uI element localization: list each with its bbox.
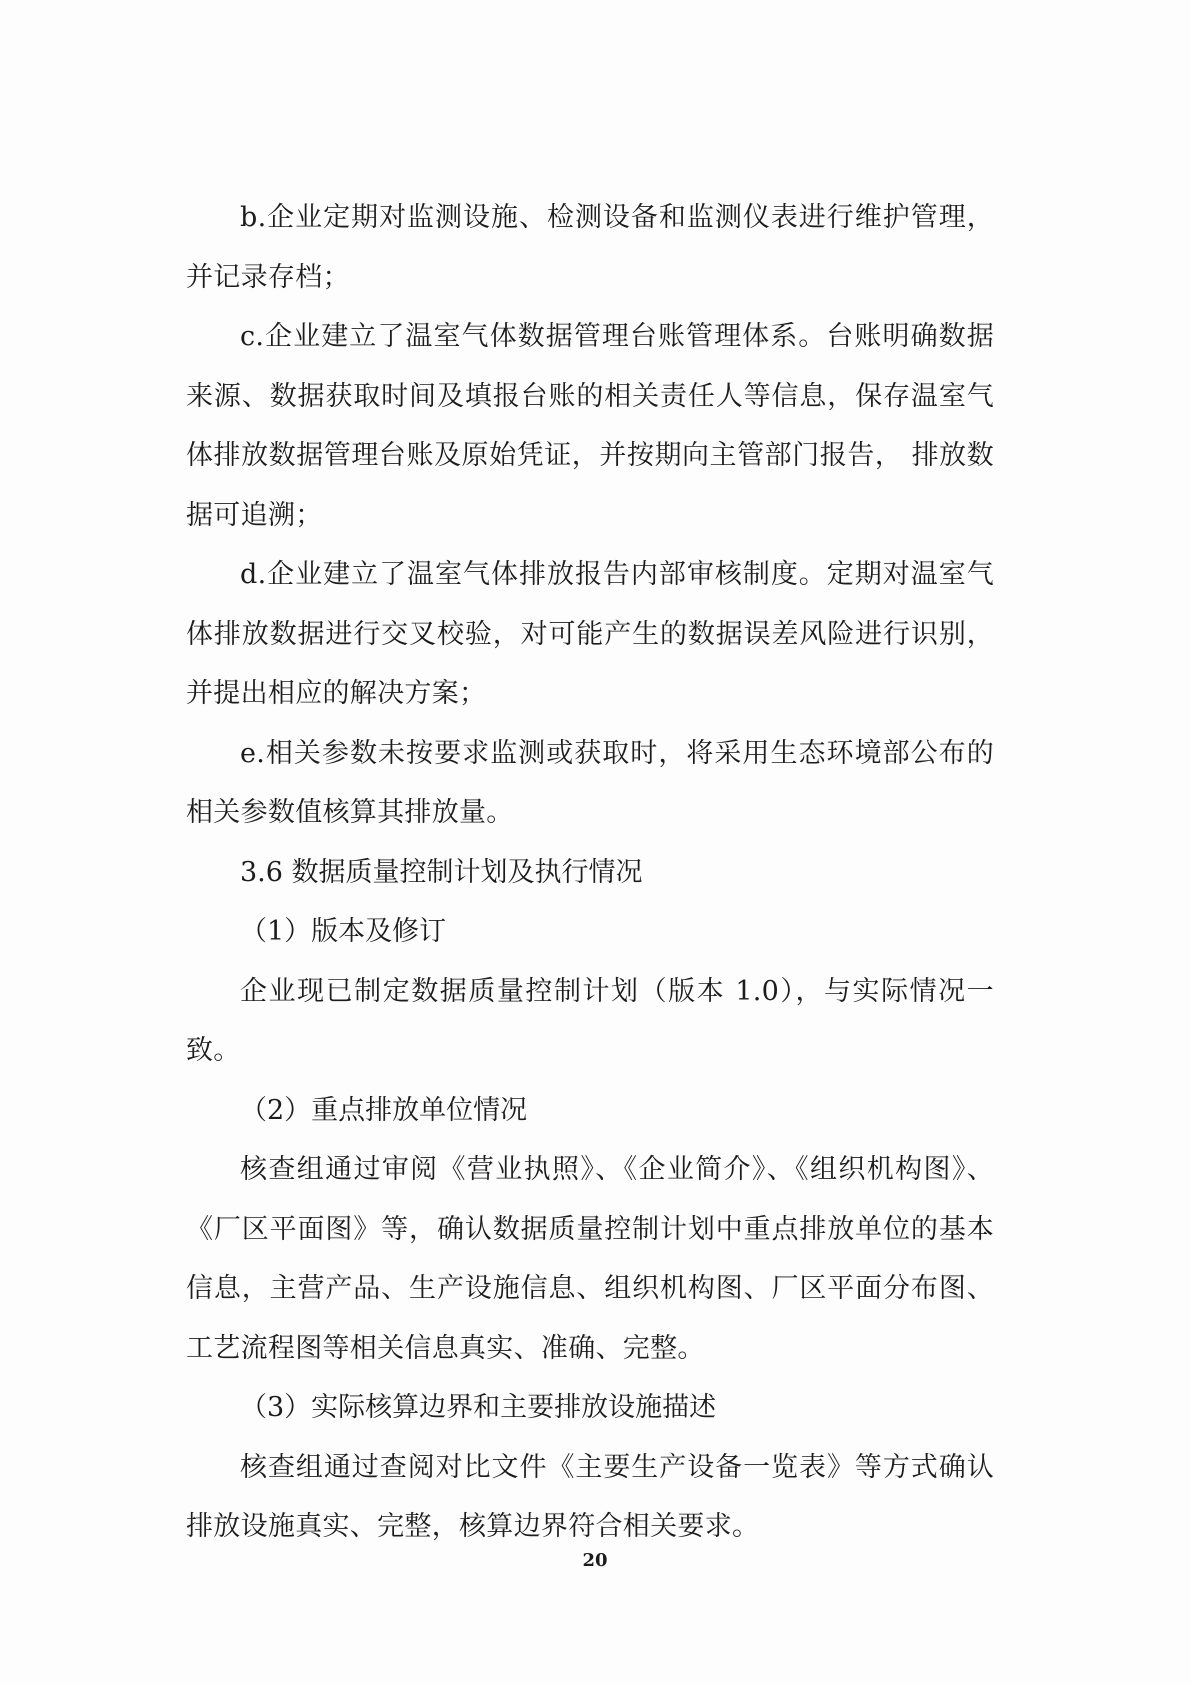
section-heading: 3.6 数据质量控制计划及执行情况 bbox=[240, 856, 643, 888]
subsection-1-heading: （1）版本及修订 bbox=[240, 916, 447, 947]
subsection-2-text: 核查组通过审阅《营业执照》、《企业简介》、《组织机构图》、《厂区平面图》等，确认数据质量控制计划中重点排放单位的基本信息，主营产品、生产设施信息、组织机构图、厂区平面分布图、工艺流程图等相关信息真实、准确、完整。 bbox=[186, 1154, 994, 1364]
paragraph-b: b.企业定期对监测设施、检测设备和监测仪表进行维护管理，并记录存档； bbox=[186, 202, 994, 293]
paragraph-e: e.相关参数未按要求监测或获取时，将采用生态环境部公布的相关参数值核算其排放量。 bbox=[186, 737, 994, 828]
subsection-3-text: 核查组通过查阅对比文件《主要生产设备一览表》等方式确认排放设施真实、完整，核算边界符合相关要求。 bbox=[186, 1451, 994, 1542]
paragraph-c: c.企业建立了温室气体数据管理台账管理体系。台账明确数据来源、数据获取时间及填报台账的相关责任人等信息，保存温室气体排放数据管理台账及原始凭证，并按期向主管部门报告， 排放数据可追溯； bbox=[186, 321, 994, 531]
document-body bbox=[186, 188, 994, 1557]
paragraph-d: d.企业建立了温室气体排放报告内部审核制度。定期对温室气体排放数据进行交叉校验，对可能产生的数据误差风险进行识别，并提出相应的解决方案； bbox=[186, 559, 994, 709]
subsection-3-heading: （3）实际核算边界和主要排放设施描述 bbox=[240, 1392, 717, 1423]
subsection-1-text: 企业现已制定数据质量控制计划（版本 1.0），与实际情况一致。 bbox=[186, 975, 994, 1066]
page-number: 20 bbox=[582, 1550, 608, 1571]
subsection-2-heading: （2）重点排放单位情况 bbox=[240, 1094, 528, 1126]
